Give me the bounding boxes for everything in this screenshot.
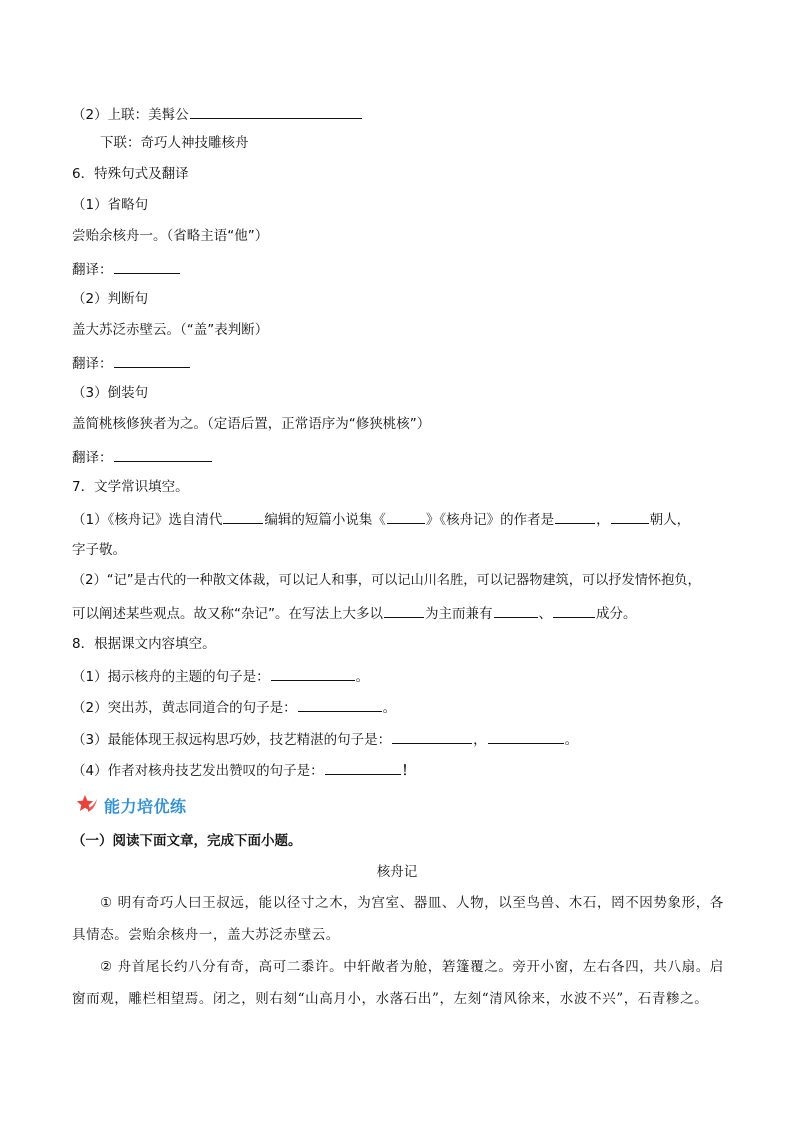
q8-item4 (72, 759, 728, 781)
q6-sub3-translate (72, 446, 728, 468)
answer-blank[interactable] (392, 728, 472, 744)
q8-item1 (72, 665, 728, 687)
answer-blank[interactable] (325, 759, 401, 775)
q8-item1-end: 。 (355, 669, 370, 685)
q6-sub1: （1）省略句 (72, 197, 149, 213)
q8-item3-sep: ， (473, 732, 487, 748)
answer-blank[interactable] (553, 602, 595, 618)
q8-item2-end: 。 (382, 700, 397, 716)
paragraph-number: ② (100, 959, 113, 975)
q8-item3-end: 。 (564, 732, 579, 748)
q8-item2 (72, 696, 728, 718)
q7-item2-text-c: 、 (538, 606, 552, 622)
q8-item4-text: （4）作者对核舟技艺发出赞叹的句子是： (72, 763, 324, 779)
answer-blank[interactable] (271, 665, 355, 681)
answer-blank[interactable] (298, 696, 382, 712)
q7-item2-text-b: 为主而兼有 (425, 606, 493, 622)
answer-blank[interactable] (190, 103, 362, 119)
paragraph-2-line1 (100, 957, 728, 977)
q6-sub1-sentence: 尝贻余核舟一。（省略主语“他”） (72, 228, 269, 244)
q8-item4-end: ！ (401, 763, 416, 779)
answer-blank[interactable] (223, 508, 263, 524)
q7-item1-text-b: 编辑的短篇小说集《 (264, 512, 386, 528)
paragraph-1-line2: 具情态。尝贻余核舟一，盖大苏泛赤壁云。 (72, 927, 340, 943)
q6-sub1-translate (72, 258, 728, 280)
article-title: 核舟记 (376, 864, 418, 880)
q7-item1-text-d: ， (596, 512, 610, 528)
q7-item1-line1 (72, 508, 728, 530)
answer-blank[interactable] (488, 728, 564, 744)
q6-heading: 6．特殊句式及翻译 (72, 166, 189, 182)
q7-item2-line2 (72, 602, 728, 624)
q6-sub2-translate (72, 352, 728, 374)
star-swoosh-icon (76, 794, 98, 816)
q6-sub3: （3）倒装句 (72, 385, 149, 401)
reading-instruction: （一）阅读下面文章，完成下面小题。 (72, 833, 302, 849)
answer-blank[interactable] (611, 508, 649, 524)
q8-item1-text: （1）揭示核舟的主题的句子是： (72, 669, 270, 685)
answer-blank[interactable] (555, 508, 595, 524)
q7-item1-line2: 字子敬。 (72, 542, 126, 558)
q5-item2-lower: 下联：奇巧人神技雕核舟 (100, 135, 249, 151)
paragraph-1-line1 (100, 893, 728, 913)
answer-blank[interactable] (114, 258, 180, 274)
translate-label: 翻译： (72, 262, 113, 278)
q6-sub2-sentence: 盖大苏泛赤壁云。（“盖”表判断） (72, 322, 269, 338)
q7-item2-line1: （2）“记”是古代的一种散文体裁，可以记人和事，可以记山川名胜，可以记器物建筑，可以抒发情怀抱负， (72, 573, 701, 588)
translate-label: 翻译： (72, 356, 113, 372)
q5-upper-label: （2）上联：美髯公 (72, 107, 189, 123)
section-header (76, 793, 187, 817)
q7-item2-text-d: 成分。 (596, 606, 637, 622)
answer-blank[interactable] (387, 508, 425, 524)
q8-item3-text: （3）最能体现王叔远构思巧妙，技艺精湛的句子是： (72, 732, 392, 748)
translate-label: 翻译： (72, 450, 113, 466)
q8-item3 (72, 728, 728, 750)
paragraph-2-text: 舟首尾长约八分有奇，高可二黍许。中轩敞者为舱，箬篷覆之。旁开小窗，左右各四，共八扇。启 (112, 959, 724, 975)
answer-blank[interactable] (114, 446, 212, 462)
answer-blank[interactable] (114, 352, 190, 368)
q7-heading: 7．文学常识填空。 (72, 479, 189, 495)
paragraph-1-text: 明有奇巧人曰王叔远，能以径寸之木，为宫室、器皿、人物，以至鸟兽、木石，罔不因势象形，各 (112, 895, 724, 911)
q7-item1-text-e: 朝人， (649, 512, 691, 528)
q6-sub3-sentence: 盖简桃核修狭者为之。（定语后置，正常语序为“修狭桃核”） (72, 416, 431, 432)
answer-blank[interactable] (384, 602, 424, 618)
section-title: 能力培优练 (104, 796, 187, 816)
q6-sub2: （2）判断句 (72, 291, 149, 307)
q7-item2-text-a: 可以阐述某些观点。故又称“杂记”。在写法上大多以 (72, 606, 383, 622)
q5-item2-upper (72, 103, 728, 125)
q7-item1-text-c: 》《核舟记》的作者是 (425, 512, 555, 528)
q8-item2-text: （2）突出苏，黄志同道合的句子是： (72, 700, 297, 716)
answer-blank[interactable] (494, 602, 538, 618)
q7-item1-text-a: （1）《核舟记》选自清代 (72, 512, 223, 528)
paragraph-2-line2: 窗而观，雕栏相望焉。闭之，则右刻“山高月小，水落石出”，左刻“清风徐来，水波不兴”，石青糁之。 (72, 991, 709, 1007)
q8-heading: 8．根据课文内容填空。 (72, 636, 216, 652)
paragraph-number: ① (100, 895, 113, 911)
